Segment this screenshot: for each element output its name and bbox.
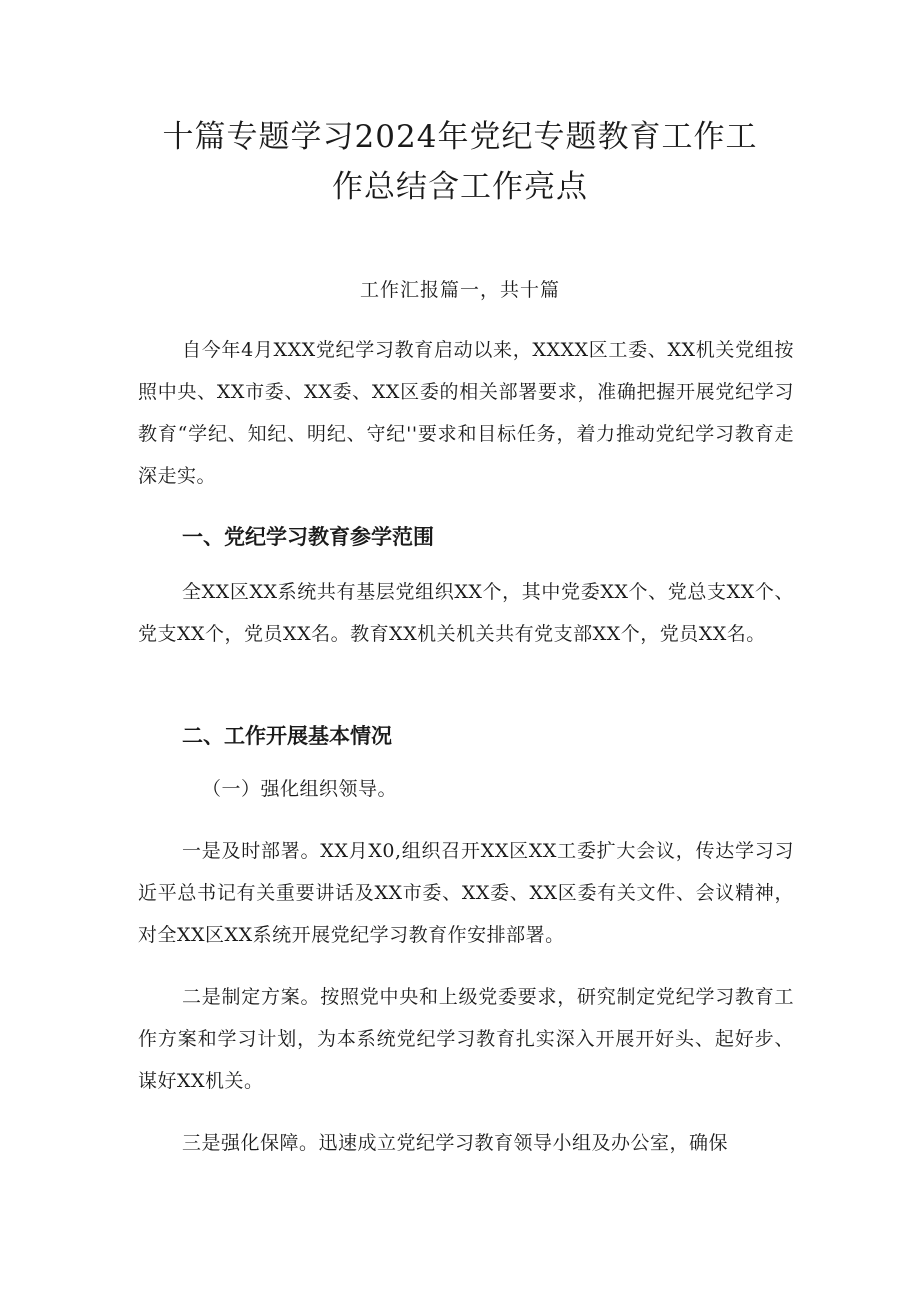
section-2-paragraph-1: 一是及时部署。XX月X0,组织召开XX区XX工委扩大会议，传达学习习近平总书记有关重要讲话及XX市委、XX委、XX区委有关文件、会议精神，对全XX区XX系统开展党纪学习教育作安排部署。 <box>138 840 794 946</box>
section-1-heading: 一、党纪学习教育参学范围 <box>182 525 434 549</box>
section-2-paragraph-3: 三是强化保障。迅速成立党纪学习教育领导小组及办公室，确保 <box>182 1132 729 1154</box>
document-title: 十篇专题学习2024年党纪专题教育工作工作总结含工作亮点 <box>162 119 758 205</box>
section-1-paragraph: 全XX区XX系统共有基层党组织XX个，其中党委XX个、党总支XX个、党支XX个，党员XX名。教育XX机关机关共有党支部XX个，党员XX名。 <box>138 581 794 645</box>
section-2-subheading: （一）强化组织领导。 <box>202 778 398 800</box>
intro-paragraph: 自今年4月XXX党纪学习教育启动以来，XXXX区工委、XX机关党组按照中央、XX市委、XX委、XX区委的相关部署要求，准确把握开展党纪学习教育“学纪、知纪、明纪、守纪''要求和目标任务，着力推动党纪学习教育走深走实。 <box>138 339 794 487</box>
section-2-paragraph-2: 二是制定方案。按照党中央和上级党委要求，研究制定党纪学习教育工作方案和学习计划，为本系统党纪学习教育扎实深入开展开好头、起好步、谋好XX机关。 <box>138 986 794 1092</box>
section-2-heading: 二、工作开展基本情况 <box>182 724 392 748</box>
document-subtitle: 工作汇报篇一，共十篇 <box>359 279 560 301</box>
